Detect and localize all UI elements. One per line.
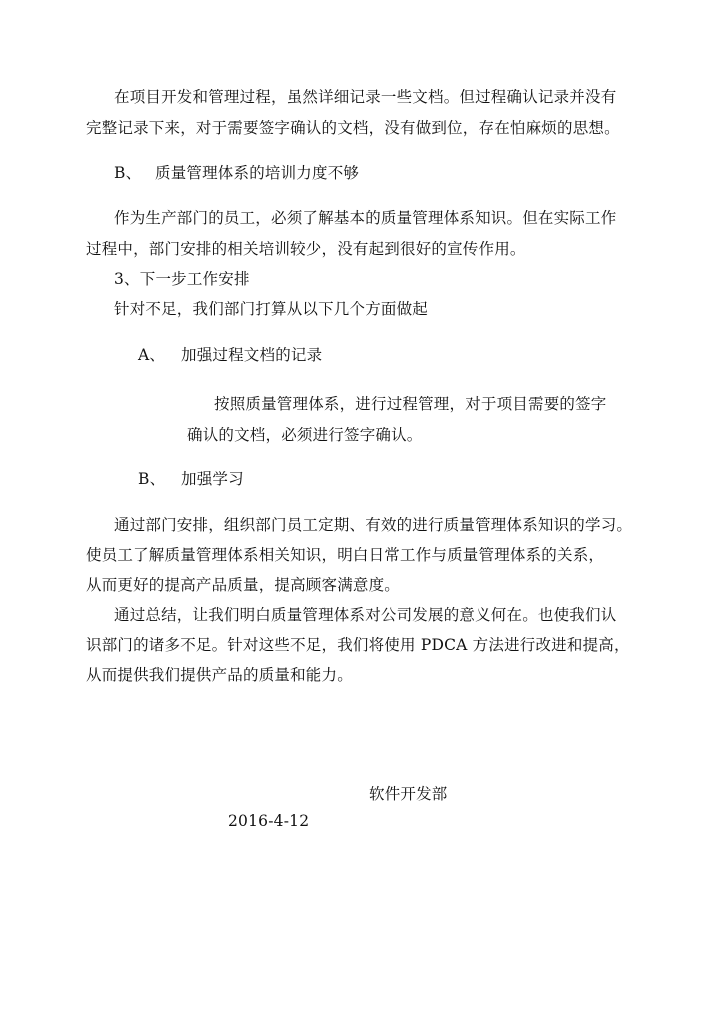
section-b1-title: 质量管理体系的培训力度不够 [155, 164, 360, 182]
paragraph-6-line-1: 通过总结，让我们明白质量管理体系对公司发展的意义何在。也使我们认 [114, 606, 617, 624]
paragraph-5-line-2: 使员工了解质量管理体系相关知识，明白日常工作与质量管理体系的关系， [86, 546, 605, 564]
paragraph-2-line-2: 过程中，部门安排的相关培训较少，没有起到很好的宣传作用。 [86, 240, 526, 258]
section-b2-title: 加强学习 [181, 470, 244, 488]
paragraph-6-line-2: 识部门的诸多不足。针对这些不足，我们将使用 PDCA 方法进行改进和提高， [86, 636, 630, 654]
paragraph-4-line-1: 按照质量管理体系，进行过程管理，对于项目需要的签字 [214, 395, 607, 413]
section-3-heading: 3、下一步工作安排 [114, 270, 250, 288]
section-a-title: 加强过程文档的记录 [181, 346, 323, 364]
section-b1-marker: B、 [114, 164, 142, 182]
signature-department: 软件开发部 [369, 785, 448, 803]
paragraph-6-line-3: 从而提供我们提供产品的质量和能力。 [86, 666, 353, 684]
paragraph-5-line-3: 从而更好的提高产品质量，提高顾客满意度。 [86, 576, 401, 594]
paragraph-5-line-1: 通过部门安排，组织部门员工定期、有效的进行质量管理体系知识的学习。 [114, 516, 633, 534]
paragraph-1-line-2: 完整记录下来，对于需要签字确认的文档，没有做到位，存在怕麻烦的思想。 [86, 119, 620, 137]
signature-date: 2016-4-12 [228, 812, 310, 830]
paragraph-2-line-1: 作为生产部门的员工，必须了解基本的质量管理体系知识。但在实际工作 [114, 209, 617, 227]
section-b2-marker: B、 [138, 470, 166, 488]
paragraph-3: 针对不足，我们部门打算从以下几个方面做起 [114, 300, 429, 318]
paragraph-1-line-1: 在项目开发和管理过程，虽然详细记录一些文档。但过程确认记录并没有 [114, 88, 617, 106]
section-a-marker: A、 [138, 346, 166, 364]
paragraph-4-line-2: 确认的文档，必须进行签字确认。 [187, 426, 423, 444]
